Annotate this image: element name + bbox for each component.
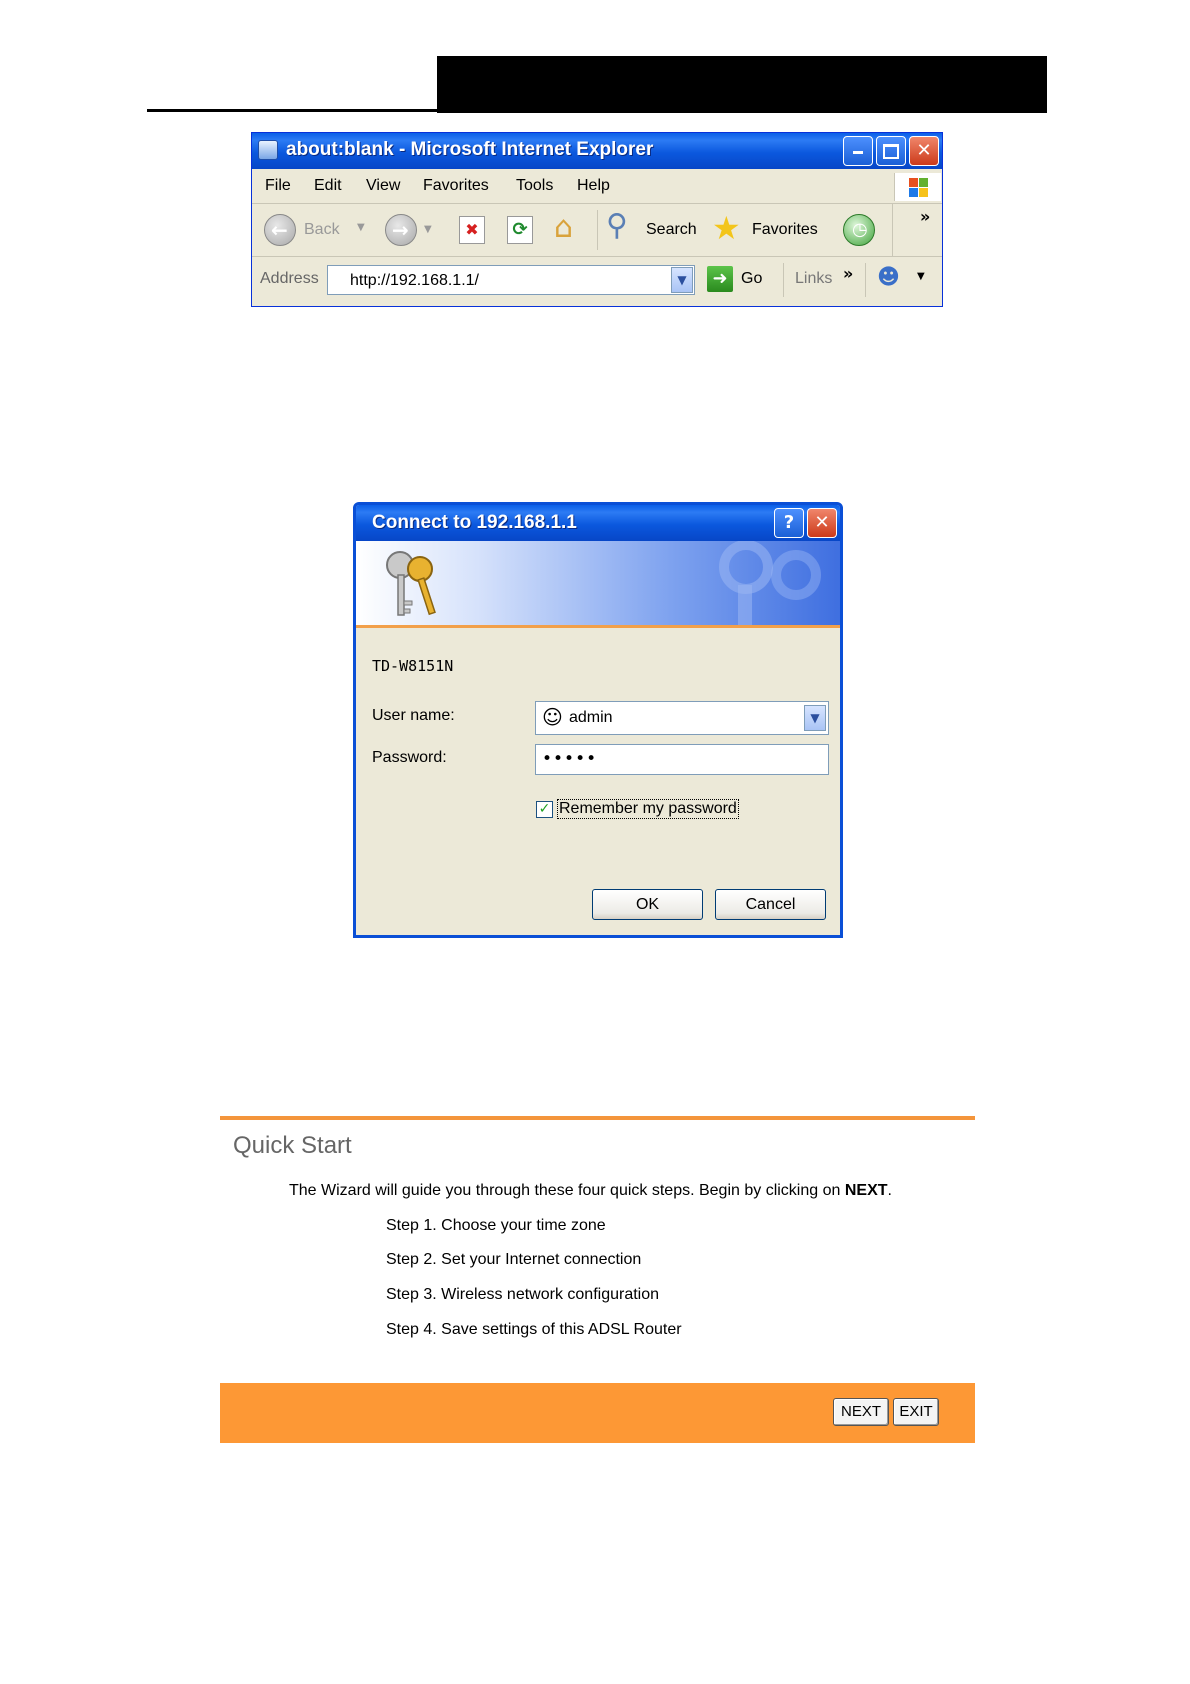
step-2: Step 2. Set your Internet connection (386, 1251, 642, 1268)
device-name: TD-W8151N (372, 657, 454, 675)
back-arrow-icon: ← (264, 214, 296, 246)
close-button[interactable] (909, 136, 939, 166)
remember-label: Remember my password (559, 800, 737, 817)
toolbar-separator-2 (892, 204, 893, 256)
home-icon: ⌂ (554, 210, 574, 245)
keys-icon (376, 547, 446, 621)
windows-logo-icon (894, 173, 941, 201)
password-value: ••••• (542, 749, 598, 769)
cancel-button[interactable]: Cancel (715, 889, 826, 920)
minimize-button[interactable] (843, 136, 873, 166)
user-icon: ☺ (542, 705, 563, 729)
forward-arrow-icon: → (392, 218, 409, 242)
help-button[interactable] (774, 508, 804, 538)
history-button[interactable] (843, 214, 875, 246)
dialog-title: Connect to 192.168.1.1 (372, 512, 577, 533)
help-icon: ? (783, 512, 795, 533)
favorites-label: Favorites (752, 221, 818, 238)
ie-page-icon (258, 140, 278, 160)
refresh-icon: ⟳ (512, 219, 528, 240)
header-bar (437, 56, 1047, 113)
next-button[interactable]: NEXT (833, 1398, 889, 1426)
minimize-icon (853, 151, 863, 154)
checkbox-check-icon: ✓ (536, 801, 553, 818)
username-label: User name: (372, 707, 455, 724)
window-title: about:blank - Microsoft Internet Explorer (286, 139, 654, 160)
home-button[interactable] (552, 212, 586, 246)
history-icon: ◷ (852, 219, 868, 240)
connect-dialog (353, 502, 843, 938)
toolbar-separator (597, 210, 598, 250)
address-label: Address (260, 270, 319, 287)
intro-end: . (887, 1182, 892, 1199)
back-dropdown-icon: ▼ (357, 222, 365, 233)
menu-edit[interactable]: Edit (314, 177, 342, 194)
password-label: Password: (372, 749, 447, 766)
menu-bar (252, 169, 942, 204)
stop-button[interactable] (459, 216, 485, 244)
address-separator-2 (865, 263, 866, 297)
intro-next-keyword: NEXT (844, 1182, 888, 1199)
forward-dropdown-icon: ▼ (424, 224, 432, 235)
password-field[interactable] (535, 744, 829, 775)
links-label[interactable]: Links (795, 270, 833, 287)
forward-button[interactable] (385, 214, 417, 246)
chevron-down-icon: ▼ (810, 711, 820, 725)
close-icon: ✕ (814, 512, 830, 533)
menu-view[interactable]: View (366, 177, 401, 194)
dialog-title-bar[interactable] (356, 505, 840, 541)
search-label: Search (646, 221, 697, 238)
step-1: Step 1. Choose your time zone (386, 1217, 606, 1234)
quick-start-title: Quick Start (233, 1132, 352, 1159)
exit-button[interactable]: EXIT (893, 1398, 939, 1426)
quick-start-intro (289, 1182, 892, 1200)
username-field[interactable] (535, 701, 829, 735)
stop-icon: ✖ (465, 220, 479, 239)
username-value: admin (569, 709, 613, 726)
dialog-close-button[interactable] (807, 508, 837, 538)
menu-tools[interactable]: Tools (516, 177, 554, 194)
toolbar-overflow-icon[interactable]: » (920, 207, 931, 226)
address-separator (783, 263, 784, 297)
ie-title-bar[interactable] (252, 133, 942, 169)
messenger-icon: ☻ (877, 265, 900, 290)
step-3: Step 3. Wireless network configuration (386, 1286, 660, 1303)
address-dropdown-button[interactable] (671, 267, 693, 293)
username-dropdown-button[interactable] (804, 705, 826, 731)
address-bar (252, 257, 942, 307)
back-label: Back (304, 221, 340, 238)
ok-button[interactable]: OK (592, 889, 703, 920)
favorites-star-icon: ★ (712, 209, 741, 247)
intro-text: The Wizard will guide you through these four quick steps. Begin by clicking on (289, 1182, 841, 1199)
menu-file[interactable]: File (265, 177, 291, 194)
refresh-button[interactable] (507, 216, 533, 244)
maximize-button[interactable] (876, 136, 906, 166)
menu-help[interactable]: Help (577, 177, 610, 194)
ie-window (251, 132, 943, 307)
close-icon: ✕ (916, 140, 932, 161)
step-4: Step 4. Save settings of this ADSL Router (386, 1321, 682, 1338)
keys-watermark-icon (686, 541, 836, 625)
menu-favorites[interactable]: Favorites (423, 177, 489, 194)
standard-toolbar (252, 204, 942, 257)
go-arrow-icon: ➜ (707, 266, 733, 292)
chevron-down-icon: ▼ (677, 273, 687, 287)
messenger-dropdown-icon: ▼ (917, 271, 925, 282)
go-label: Go (741, 270, 763, 287)
quick-start-action-bar (220, 1383, 975, 1443)
address-input[interactable] (327, 265, 695, 295)
maximize-icon (883, 144, 899, 159)
address-url: http://192.168.1.1/ (350, 272, 479, 289)
search-icon: ⚲ (606, 208, 628, 243)
dialog-banner (356, 541, 840, 628)
quick-start-top-rule (220, 1116, 975, 1120)
links-overflow-icon[interactable]: » (843, 264, 854, 283)
